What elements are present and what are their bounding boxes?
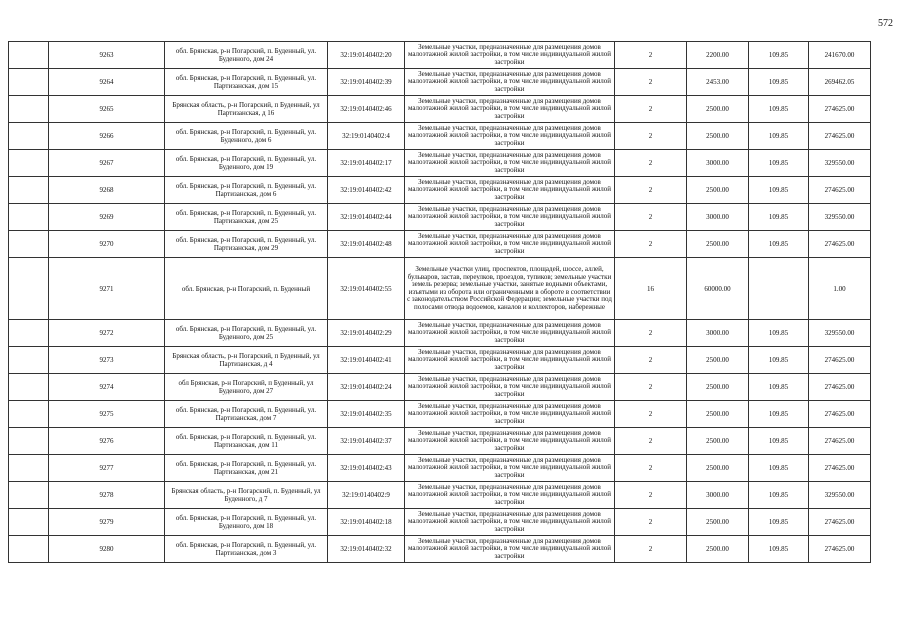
row-number-cell: 9280 <box>49 536 165 563</box>
table-row <box>9 258 871 320</box>
land-use-cell: Земельные участки, предназначенные для размещения домов малоэтажной жилой застройки, в том числе индивидуальной жилой застройки <box>405 428 615 455</box>
specific-value-cell: 109.85 <box>749 347 809 374</box>
area-cell: 2500.00 <box>687 123 749 150</box>
row-number-cell: 9273 <box>49 347 165 374</box>
cadastral-number-cell: 32:19:0140402:37 <box>328 428 405 455</box>
address-cell: обл. Брянская, р-н Погарский, п. Буденный, ул. Партизанская, дом 6 <box>165 177 328 204</box>
table-row <box>9 123 871 150</box>
use-group-cell: 16 <box>615 258 687 320</box>
cadastral-number-cell: 32:19:0140402:42 <box>328 177 405 204</box>
row-spacer-cell <box>9 69 49 96</box>
cadastral-value-cell: 274625.00 <box>809 455 871 482</box>
land-use-cell: Земельные участки, предназначенные для размещения домов малоэтажной жилой застройки, в том числе индивидуальной жилой застройки <box>405 231 615 258</box>
cadastral-value-cell: 329550.00 <box>809 482 871 509</box>
area-cell: 2500.00 <box>687 231 749 258</box>
address-cell: Брянская область, р-н Погарский, п Буденный, ул Партизанская, д 16 <box>165 96 328 123</box>
row-spacer-cell <box>9 231 49 258</box>
row-number-cell: 9271 <box>49 258 165 320</box>
row-number-cell: 9265 <box>49 96 165 123</box>
specific-value-cell: 109.85 <box>749 204 809 231</box>
row-spacer-cell <box>9 123 49 150</box>
specific-value-cell: 109.85 <box>749 123 809 150</box>
use-group-cell: 2 <box>615 204 687 231</box>
address-cell: обл. Брянская, р-н Погарский, п. Буденный, ул. Буденного, дом 19 <box>165 150 328 177</box>
table-row <box>9 69 871 96</box>
use-group-cell: 2 <box>615 231 687 258</box>
land-use-cell: Земельные участки, предназначенные для размещения домов малоэтажной жилой застройки, в том числе индивидуальной жилой застройки <box>405 150 615 177</box>
use-group-cell: 2 <box>615 96 687 123</box>
address-cell: обл. Брянская, р-н Погарский, п. Буденный, ул. Партизанская, дом 25 <box>165 204 328 231</box>
cadastral-number-cell: 32:19:0140402:17 <box>328 150 405 177</box>
use-group-cell: 2 <box>615 428 687 455</box>
area-cell: 3000.00 <box>687 482 749 509</box>
land-use-cell: Земельные участки, предназначенные для размещения домов малоэтажной жилой застройки, в том числе индивидуальной жилой застройки <box>405 455 615 482</box>
cadastral-value-cell: 274625.00 <box>809 509 871 536</box>
cadastral-number-cell: 32:19:0140402:46 <box>328 96 405 123</box>
cadastral-number-cell: 32:19:0140402:39 <box>328 69 405 96</box>
specific-value-cell: 109.85 <box>749 455 809 482</box>
cadastral-value-cell: 269462.05 <box>809 69 871 96</box>
row-spacer-cell <box>9 177 49 204</box>
cadastral-value-cell: 1.00 <box>809 258 871 320</box>
row-number-cell: 9278 <box>49 482 165 509</box>
table-row <box>9 374 871 401</box>
specific-value-cell: 109.85 <box>749 536 809 563</box>
row-number-cell: 9264 <box>49 69 165 96</box>
address-cell: обл. Брянская, р-н Погарский, п. Буденный, ул. Буденного, дом 6 <box>165 123 328 150</box>
area-cell: 2500.00 <box>687 96 749 123</box>
cadastral-number-cell: 32:19:0140402:44 <box>328 204 405 231</box>
cadastral-number-cell: 32:19:0140402:48 <box>328 231 405 258</box>
table-row <box>9 455 871 482</box>
table-row <box>9 150 871 177</box>
row-number-cell: 9263 <box>49 42 165 69</box>
cadastral-value-cell: 274625.00 <box>809 401 871 428</box>
cadastral-number-cell: 32:19:0140402:43 <box>328 455 405 482</box>
row-spacer-cell <box>9 320 49 347</box>
cadastral-value-cell: 274625.00 <box>809 347 871 374</box>
use-group-cell: 2 <box>615 536 687 563</box>
cadastral-value-cell: 274625.00 <box>809 374 871 401</box>
cadastral-value-table <box>8 41 871 563</box>
cadastral-value-cell: 274625.00 <box>809 536 871 563</box>
area-cell: 2500.00 <box>687 177 749 204</box>
specific-value-cell: 109.85 <box>749 42 809 69</box>
specific-value-cell <box>749 258 809 320</box>
row-number-cell: 9268 <box>49 177 165 204</box>
use-group-cell: 2 <box>615 455 687 482</box>
table-row <box>9 177 871 204</box>
area-cell: 3000.00 <box>687 320 749 347</box>
table-row <box>9 42 871 69</box>
table-row <box>9 347 871 374</box>
cadastral-value-cell: 274625.00 <box>809 123 871 150</box>
cadastral-number-cell: 32:19:0140402:29 <box>328 320 405 347</box>
table-row <box>9 428 871 455</box>
address-cell: обл Брянская, р-н Погарский, п Буденный, ул Буденного, дом 27 <box>165 374 328 401</box>
row-number-cell: 9276 <box>49 428 165 455</box>
specific-value-cell: 109.85 <box>749 231 809 258</box>
use-group-cell: 2 <box>615 401 687 428</box>
cadastral-value-cell: 329550.00 <box>809 204 871 231</box>
row-number-cell: 9270 <box>49 231 165 258</box>
cadastral-number-cell: 32:19:0140402:24 <box>328 374 405 401</box>
area-cell: 2500.00 <box>687 401 749 428</box>
table-row <box>9 231 871 258</box>
row-number-cell: 9269 <box>49 204 165 231</box>
cadastral-value-cell: 274625.00 <box>809 428 871 455</box>
row-number-cell: 9279 <box>49 509 165 536</box>
address-cell: обл. Брянская, р-н Погарский, п. Буденный, ул. Партизанская, дом 11 <box>165 428 328 455</box>
cadastral-number-cell: 32:19:0140402:41 <box>328 347 405 374</box>
use-group-cell: 2 <box>615 42 687 69</box>
cadastral-number-cell: 32:19:0140402:9 <box>328 482 405 509</box>
specific-value-cell: 109.85 <box>749 150 809 177</box>
table-row <box>9 401 871 428</box>
area-cell: 2500.00 <box>687 455 749 482</box>
specific-value-cell: 109.85 <box>749 509 809 536</box>
cadastral-value-cell: 274625.00 <box>809 96 871 123</box>
page-number: 572 <box>878 18 893 29</box>
land-use-cell: Земельные участки, предназначенные для размещения домов малоэтажной жилой застройки, в том числе индивидуальной жилой застройки <box>405 374 615 401</box>
specific-value-cell: 109.85 <box>749 320 809 347</box>
table-body <box>9 42 871 563</box>
land-use-cell: Земельные участки, предназначенные для размещения домов малоэтажной жилой застройки, в том числе индивидуальной жилой застройки <box>405 347 615 374</box>
row-spacer-cell <box>9 42 49 69</box>
area-cell: 2500.00 <box>687 428 749 455</box>
address-cell: обл. Брянская, р-н Погарский, п. Буденный, ул. Буденного, дом 25 <box>165 320 328 347</box>
area-cell: 2500.00 <box>687 347 749 374</box>
use-group-cell: 2 <box>615 509 687 536</box>
cadastral-number-cell: 32:19:0140402:32 <box>328 536 405 563</box>
land-use-cell: Земельные участки, предназначенные для размещения домов малоэтажной жилой застройки, в том числе индивидуальной жилой застройки <box>405 509 615 536</box>
row-spacer-cell <box>9 258 49 320</box>
row-number-cell: 9275 <box>49 401 165 428</box>
cadastral-number-cell: 32:19:0140402:20 <box>328 42 405 69</box>
row-spacer-cell <box>9 482 49 509</box>
row-number-cell: 9272 <box>49 320 165 347</box>
row-number-cell: 9274 <box>49 374 165 401</box>
row-spacer-cell <box>9 401 49 428</box>
table-row <box>9 204 871 231</box>
specific-value-cell: 109.85 <box>749 401 809 428</box>
use-group-cell: 2 <box>615 69 687 96</box>
address-cell: Брянская область, р-н Погарский, п. Буденный, ул Буденного, д 7 <box>165 482 328 509</box>
specific-value-cell: 109.85 <box>749 96 809 123</box>
land-use-cell: Земельные участки, предназначенные для размещения домов малоэтажной жилой застройки, в том числе индивидуальной жилой застройки <box>405 536 615 563</box>
row-spacer-cell <box>9 150 49 177</box>
land-use-cell: Земельные участки, предназначенные для размещения домов малоэтажной жилой застройки, в том числе индивидуальной жилой застройки <box>405 177 615 204</box>
area-cell: 3000.00 <box>687 150 749 177</box>
row-spacer-cell <box>9 536 49 563</box>
address-cell: Брянская область, р-н Погарский, п Буденный, ул Партизанская, д 4 <box>165 347 328 374</box>
row-spacer-cell <box>9 347 49 374</box>
area-cell: 2200.00 <box>687 42 749 69</box>
land-use-cell: Земельные участки, предназначенные для размещения домов малоэтажной жилой застройки, в том числе индивидуальной жилой застройки <box>405 42 615 69</box>
land-use-cell: Земельные участки, предназначенные для размещения домов малоэтажной жилой застройки, в том числе индивидуальной жилой застройки <box>405 320 615 347</box>
row-number-cell: 9266 <box>49 123 165 150</box>
land-use-cell: Земельные участки, предназначенные для размещения домов малоэтажной жилой застройки, в том числе индивидуальной жилой застройки <box>405 204 615 231</box>
use-group-cell: 2 <box>615 150 687 177</box>
specific-value-cell: 109.85 <box>749 482 809 509</box>
specific-value-cell: 109.85 <box>749 428 809 455</box>
table-row <box>9 536 871 563</box>
land-use-cell: Земельные участки, предназначенные для размещения домов малоэтажной жилой застройки, в том числе индивидуальной жилой застройки <box>405 482 615 509</box>
row-spacer-cell <box>9 204 49 231</box>
land-use-cell: Земельные участки, предназначенные для размещения домов малоэтажной жилой застройки, в том числе индивидуальной жилой застройки <box>405 401 615 428</box>
cadastral-value-cell: 274625.00 <box>809 231 871 258</box>
land-use-cell: Земельные участки, предназначенные для размещения домов малоэтажной жилой застройки, в том числе индивидуальной жилой застройки <box>405 123 615 150</box>
cadastral-value-cell: 329550.00 <box>809 320 871 347</box>
row-spacer-cell <box>9 428 49 455</box>
cadastral-value-cell: 274625.00 <box>809 177 871 204</box>
area-cell: 2500.00 <box>687 509 749 536</box>
address-cell: обл. Брянская, р-н Погарский, п. Буденный, ул. Буденного, дом 24 <box>165 42 328 69</box>
specific-value-cell: 109.85 <box>749 177 809 204</box>
row-number-cell: 9267 <box>49 150 165 177</box>
cadastral-number-cell: 32:19:0140402:4 <box>328 123 405 150</box>
cadastral-number-cell: 32:19:0140402:55 <box>328 258 405 320</box>
land-use-cell: Земельные участки, предназначенные для размещения домов малоэтажной жилой застройки, в том числе индивидуальной жилой застройки <box>405 96 615 123</box>
row-spacer-cell <box>9 96 49 123</box>
specific-value-cell: 109.85 <box>749 374 809 401</box>
land-use-cell: Земельные участки улиц, проспектов, площадей, шоссе, аллей, бульваров, застав, переулков, проездов, тупиков; земельные участки земель резерва; земельные участки, занятые водными объектами, изъятыми из оборота или ограниченными в обороте в соответствии с законодательством Российской Федерации; земельные участки под полосами отвода водоемов, каналов и коллекторов, набережные <box>405 258 615 320</box>
cadastral-value-cell: 241670.00 <box>809 42 871 69</box>
use-group-cell: 2 <box>615 177 687 204</box>
area-cell: 3000.00 <box>687 204 749 231</box>
use-group-cell: 2 <box>615 374 687 401</box>
use-group-cell: 2 <box>615 123 687 150</box>
address-cell: обл. Брянская, р-н Погарский, п. Буденный, ул. Буденного, дом 18 <box>165 509 328 536</box>
area-cell: 2500.00 <box>687 374 749 401</box>
area-cell: 60000.00 <box>687 258 749 320</box>
cadastral-number-cell: 32:19:0140402:35 <box>328 401 405 428</box>
table-row <box>9 482 871 509</box>
address-cell: обл. Брянская, р-н Погарский, п. Буденный, ул. Партизанская, дом 15 <box>165 69 328 96</box>
row-spacer-cell <box>9 374 49 401</box>
table-row <box>9 320 871 347</box>
row-number-cell: 9277 <box>49 455 165 482</box>
area-cell: 2500.00 <box>687 536 749 563</box>
address-cell: обл. Брянская, р-н Погарский, п. Буденный, ул. Партизанская, дом 7 <box>165 401 328 428</box>
specific-value-cell: 109.85 <box>749 69 809 96</box>
address-cell: обл. Брянская, р-н Погарский, п. Буденный <box>165 258 328 320</box>
table-row <box>9 96 871 123</box>
cadastral-value-cell: 329550.00 <box>809 150 871 177</box>
address-cell: обл. Брянская, р-н Погарский, п. Буденный, ул. Партизанская, дом 3 <box>165 536 328 563</box>
address-cell: обл. Брянская, р-н Погарский, п. Буденный, ул. Партизанская, дом 21 <box>165 455 328 482</box>
cadastral-number-cell: 32:19:0140402:18 <box>328 509 405 536</box>
row-spacer-cell <box>9 455 49 482</box>
use-group-cell: 2 <box>615 347 687 374</box>
address-cell: обл. Брянская, р-н Погарский, п. Буденный, ул. Партизанская, дом 29 <box>165 231 328 258</box>
area-cell: 2453.00 <box>687 69 749 96</box>
use-group-cell: 2 <box>615 320 687 347</box>
table-row <box>9 509 871 536</box>
row-spacer-cell <box>9 509 49 536</box>
use-group-cell: 2 <box>615 482 687 509</box>
land-use-cell: Земельные участки, предназначенные для размещения домов малоэтажной жилой застройки, в том числе индивидуальной жилой застройки <box>405 69 615 96</box>
